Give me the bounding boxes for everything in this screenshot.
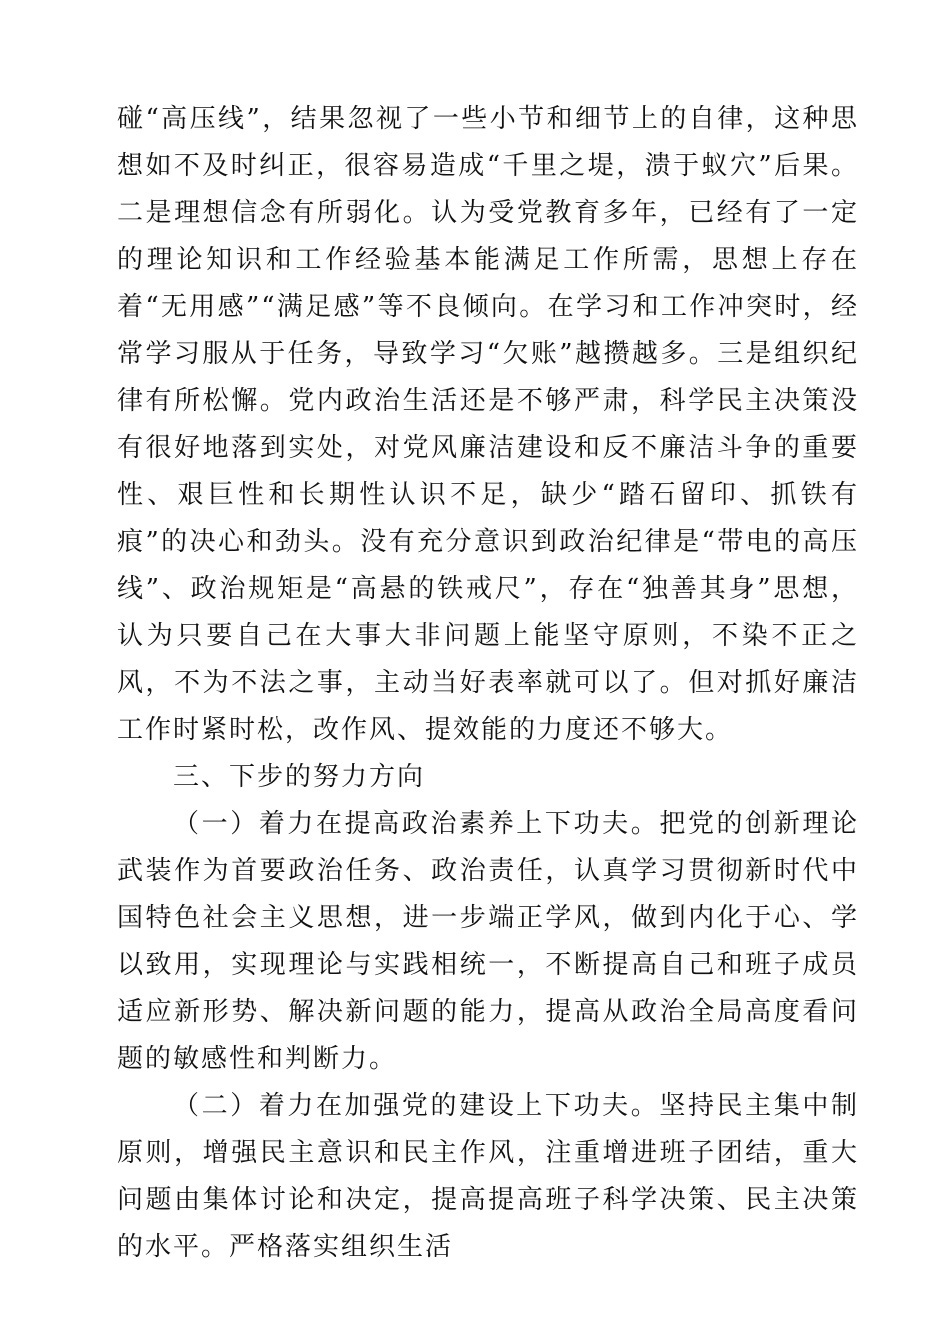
section-heading: 三、下步的努力方向 <box>173 762 426 792</box>
paragraph-item-1: （一）着力在提高政治素养上下功夫。把党的创新理论武装作为首要政治任务、政治责任，认真学习贯彻新时代中国特色社会主义思想，进一步端正学风，做到内化于心、学以致用，实现理论与实践相统一，不断提高自己和班子成员适应新形势、解决新问题的能力，提高从政治全局高度看问题的敏感性和判断力。 <box>117 809 859 1074</box>
paragraph-continuation: 碰“高压线”，结果忽视了一些小节和细节上的自律，这种思想如不及时纠正，很容易造成“千里之堤，溃于蚁穴”后果。二是理想信念有所弱化。认为受党教育多年，已经有了一定的理论知识和工作经验基本能满足工作所需，思想上存在着“无用感”“满足感”等不良倾向。在学习和工作冲突时，经常学习服从于任务，导致学习“欠账”越攒越多。三是组织纪律有所松懈。党内政治生活还是不够严肃，科学民主决策没有很好地落到实处，对党风廉洁建设和反不廉洁斗争的重要性、艰巨性和长期性认识不足，缺少“踏石留印、抓铁有痕”的决心和劲头。没有充分意识到政治纪律是“带电的高压线”、政治规矩是“高悬的铁戒尺”，存在“独善其身”思想，认为只要自己在大事大非问题上能坚守原则，不染不正之风，不为不法之事，主动当好表率就可以了。但对抓好廉洁工作时紧时松，改作风、提效能的力度还不够大。 <box>117 104 859 745</box>
document-body <box>117 96 859 1271</box>
paragraph-item-2: （二）着力在加强党的建设上下功夫。坚持民主集中制原则，增强民主意识和民主作风，注重增进班子团结，重大问题由集体讨论和决定，提高提高班子科学决策、民主决策的水平。严格落实组织生活 <box>117 1091 859 1262</box>
